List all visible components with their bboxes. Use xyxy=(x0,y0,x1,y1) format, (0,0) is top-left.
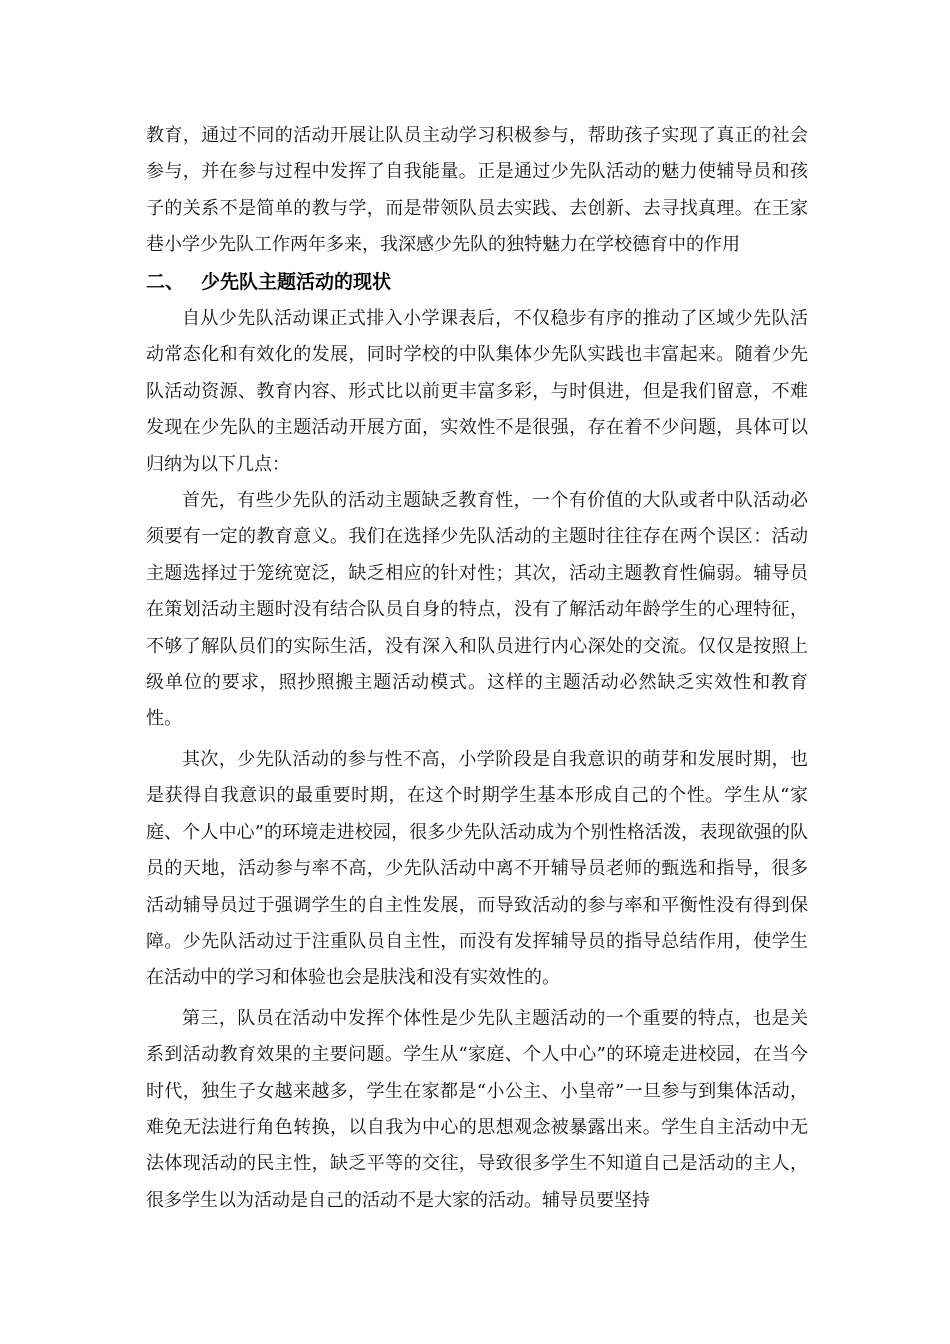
intro-paragraph: 教育，通过不同的活动开展让队员主动学习积极参与，帮助孩子实现了真正的社会参与，并在参与过程中发挥了自我能量。正是通过少先队活动的魅力使辅导员和孩子的关系不是简单的教与学，而是带领队员去实践、去创新、去寻找真理。在王家巷小学少先队工作两年多来，我深感少先队的独特魅力在学校德育中的作用 xyxy=(146,125,808,256)
section-heading-title: 少先队主题活动的现状 xyxy=(201,271,392,293)
section-heading xyxy=(146,264,808,300)
body-paragraph: 首先，有些少先队的活动主题缺乏教育性，一个有价值的大队或者中队活动必须要有一定的教育意义。我们在选择少先队活动的主题时往往存在两个误区：活动主题选择过于笼统宽泛，缺乏相应的针对性；其次，活动主题教育性偏弱。辅导员在策划活动主题时没有结合队员自身的特点，没有了解活动年龄学生的心理特征，不够了解队员们的实际生活，没有深入和队员进行内心深处的交流。仅仅是按照上级单位的要求，照抄照搬主题活动模式。这样的主题活动必然缺乏实效性和教育性。 xyxy=(146,490,808,730)
intro-block xyxy=(146,118,808,264)
body-paragraph: 第三，队员在活动中发挥个体性是少先队主题活动的一个重要的特点，也是关系到活动教育效果的主要问题。学生从“家庭、个人中心”的环境走进校园，在当今时代，独生子女越来越多，学生在家都是“小公主、小皇帝”一旦参与到集体活动，难免无法进行角色转换，以自我为中心的思想观念被暴露出来。学生自主活动中无法体现活动的民主性，缺乏平等的交往，导致很多学生不知道自己是活动的主人，很多学生以为活动是自己的活动不是大家的活动。辅导员要坚持 xyxy=(146,1007,808,1211)
body-block xyxy=(146,301,808,1219)
section-heading-number: 二、 xyxy=(146,271,185,293)
body-paragraph: 自从少先队活动课正式排入小学课表后，不仅稳步有序的推动了区域少先队活动常态化和有效化的发展，同时学校的中队集体少先队实践也丰富起来。随着少先队活动资源、教育内容、形式比以前更丰富多彩，与时俱进，但是我们留意，不难发现在少先队的主题活动开展方面，实效性不是很强，存在着不少问题，具体可以归纳为以下几点： xyxy=(146,308,808,475)
body-paragraph: 其次，少先队活动的参与性不高，小学阶段是自我意识的萌芽和发展时期，也是获得自我意识的最重要时期，在这个时期学生基本形成自己的个性。学生从“家庭、个人中心”的环境走进校园，很多少先队活动成为个别性格活泼，表现欲强的队员的天地，活动参与率不高，少先队活动中离不开辅导员老师的甄选和指导，很多活动辅导员过于强调学生的自主性发展，而导致活动的参与率和平衡性没有得到保障。少先队活动过于注重队员自主性，而没有发挥辅导员的指导总结作用，使学生在活动中的学习和体验也会是肤浅和没有实效性的。 xyxy=(146,748,808,989)
